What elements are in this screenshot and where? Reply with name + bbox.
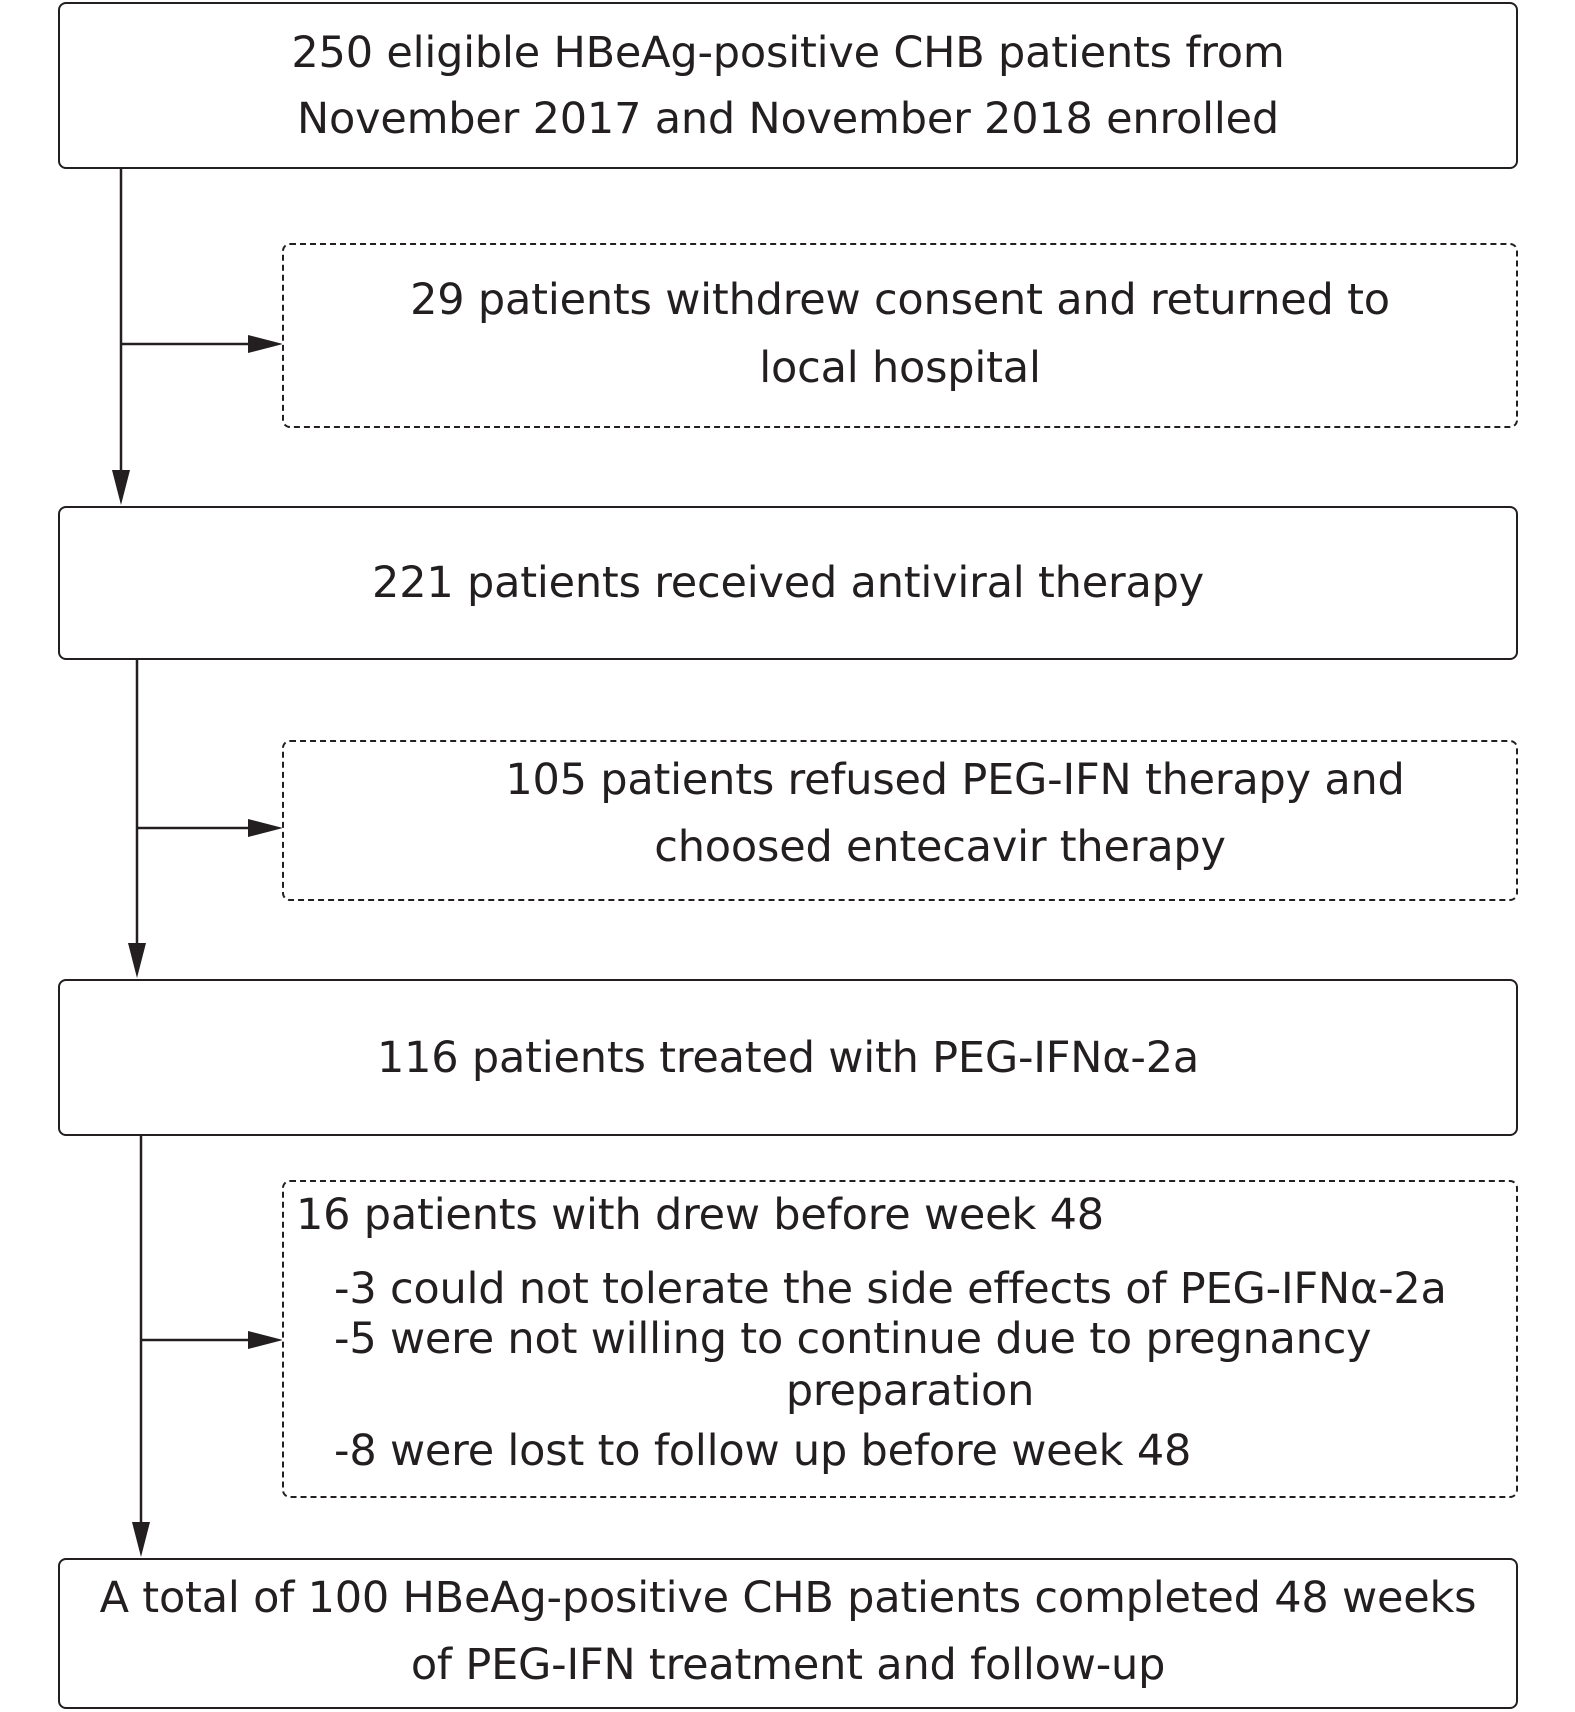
antiviral-line1: 221 patients received antiviral therapy [372, 558, 1204, 608]
arrowhead-to-withdrew-48 [248, 1331, 283, 1349]
arrowhead-to-refused [248, 819, 283, 837]
withdrew-consent-line2: local hospital [759, 343, 1041, 393]
enrolled-line2: November 2017 and November 2018 enrolled [297, 94, 1279, 144]
withdrew-48-reason2-line2: preparation [785, 1366, 1035, 1416]
completed-line1: A total of 100 HBeAg-positive CHB patients completed 48 weeks [99, 1573, 1477, 1623]
treated-peg-box [58, 979, 1518, 1136]
withdrew-48-reason1: -3 could not tolerate the side effects of PEG-IFNα-2a [334, 1264, 1447, 1314]
withdrew-48-reason2-line1: -5 were not willing to continue due to pregnancy [334, 1314, 1372, 1364]
treated-peg-line1: 116 patients treated with PEG-IFNα-2a [376, 1033, 1200, 1083]
refused-peg-line1: 105 patients refused PEG-IFN therapy and [505, 755, 1405, 805]
arrowhead-to-withdrew-consent [248, 335, 283, 353]
completed-box [58, 1558, 1518, 1709]
antiviral-box [58, 506, 1518, 660]
arrowhead-to-antiviral [112, 470, 130, 505]
refused-peg-box [282, 740, 1518, 901]
withdrew-consent-line1: 29 patients withdrew consent and returned to [410, 275, 1390, 325]
withdrew-48-header: 16 patients with drew before week 48 [296, 1190, 1104, 1240]
arrowhead-to-completed [132, 1522, 150, 1557]
enrolled-box [58, 2, 1518, 169]
withdrew-consent-box [282, 243, 1518, 428]
arrowhead-to-treated [128, 943, 146, 978]
withdrew-48-box [282, 1180, 1518, 1498]
refused-peg-line2: choosed entecavir therapy [654, 822, 1226, 872]
enrolled-line1: 250 eligible HBeAg-positive CHB patients from [291, 28, 1285, 78]
withdrew-48-reason3: -8 were lost to follow up before week 48 [334, 1426, 1192, 1476]
completed-line2: of PEG-IFN treatment and follow-up [410, 1640, 1166, 1690]
